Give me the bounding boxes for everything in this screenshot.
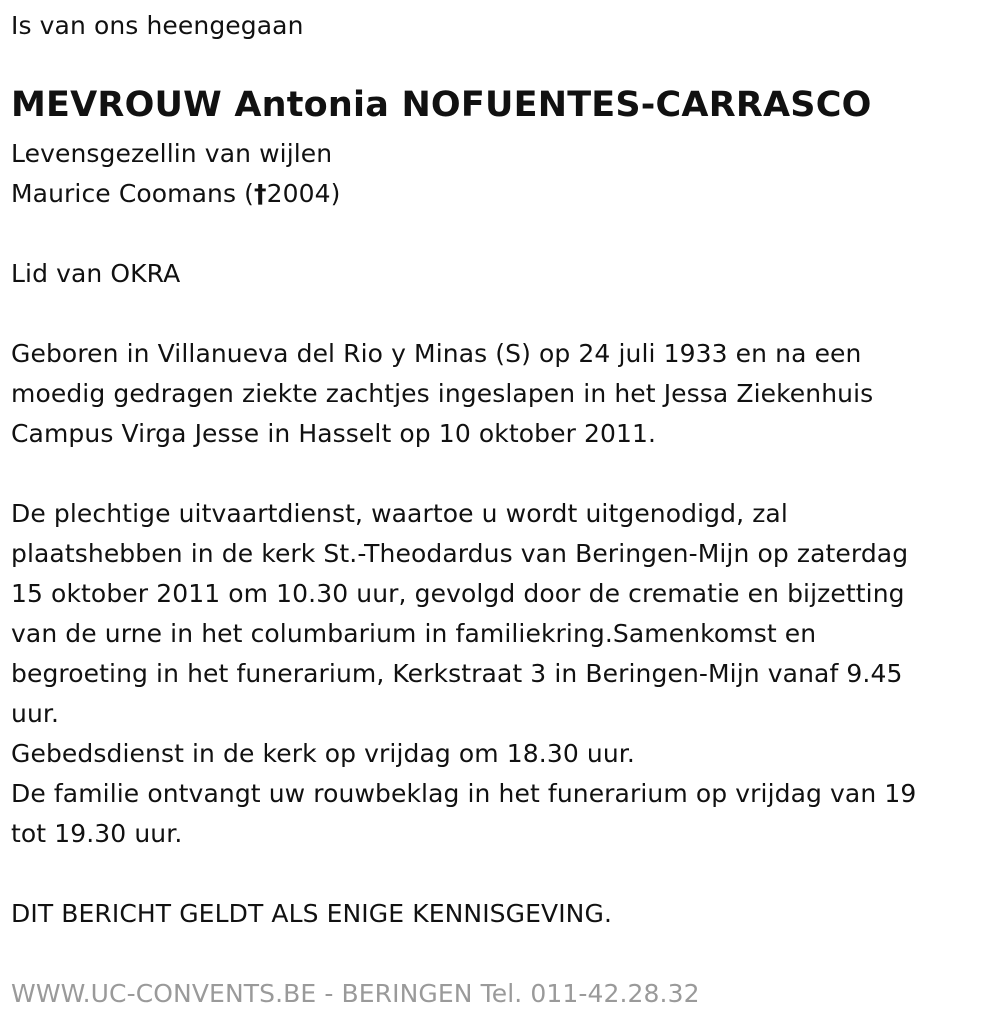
cross-icon: †	[254, 179, 267, 208]
notice-text: DIT BERICHT GELDT ALS ENIGE KENNISGEVING.	[11, 899, 612, 928]
birth-death-line: Campus Virga Jesse in Hasselt op 10 oktober 2011.	[11, 419, 657, 448]
birth-death-line: Geboren in Villanueva del Rio y Minas (S) op 24 juli 1933 en na een	[11, 339, 862, 368]
service-line: Gebedsdienst in de kerk op vrijdag om 18.30 uur.	[11, 739, 635, 768]
service-paragraph	[11, 494, 916, 854]
notice-block	[11, 894, 612, 934]
service-line: plaatshebben in de kerk St.-Theodardus van Beringen-Mijn op zaterdag	[11, 539, 909, 568]
service-line: De plechtige uitvaartdienst, waartoe u wordt uitgenodigd, zal	[11, 499, 788, 528]
membership-block	[11, 254, 180, 294]
intro-text: Is van ons heengegaan	[11, 11, 304, 40]
partner-line-2	[11, 174, 341, 214]
service-line: uur.	[11, 699, 60, 728]
service-line: 15 oktober 2011 om 10.30 uur, gevolgd door de crematie en bijzetting	[11, 579, 905, 608]
partner-name: Maurice Coomans (	[11, 179, 255, 208]
partner-death-year: 2004)	[266, 179, 341, 208]
deceased-name: MEVROUW Antonia NOFUENTES-CARRASCO	[11, 85, 872, 125]
birth-death-paragraph	[11, 334, 873, 454]
birth-death-line: moedig gedragen ziekte zachtjes ingeslapen in het Jessa Ziekenhuis	[11, 379, 874, 408]
membership-text: Lid van OKRA	[11, 259, 181, 288]
service-line: van de urne in het columbarium in familiekring.Samenkomst en	[11, 619, 817, 648]
service-line: tot 19.30 uur.	[11, 819, 183, 848]
service-line: begroeting in het funerarium, Kerkstraat 3 in Beringen-Mijn vanaf 9.45	[11, 659, 903, 688]
partner-line-1: Levensgezellin van wijlen	[11, 139, 333, 168]
service-line: De familie ontvangt uw rouwbeklag in het funerarium op vrijdag van 19	[11, 779, 917, 808]
partner-block	[11, 134, 341, 214]
footer-credit: WWW.UC-CONVENTS.BE - BERINGEN Tel. 011-42.28.32	[11, 979, 700, 1008]
